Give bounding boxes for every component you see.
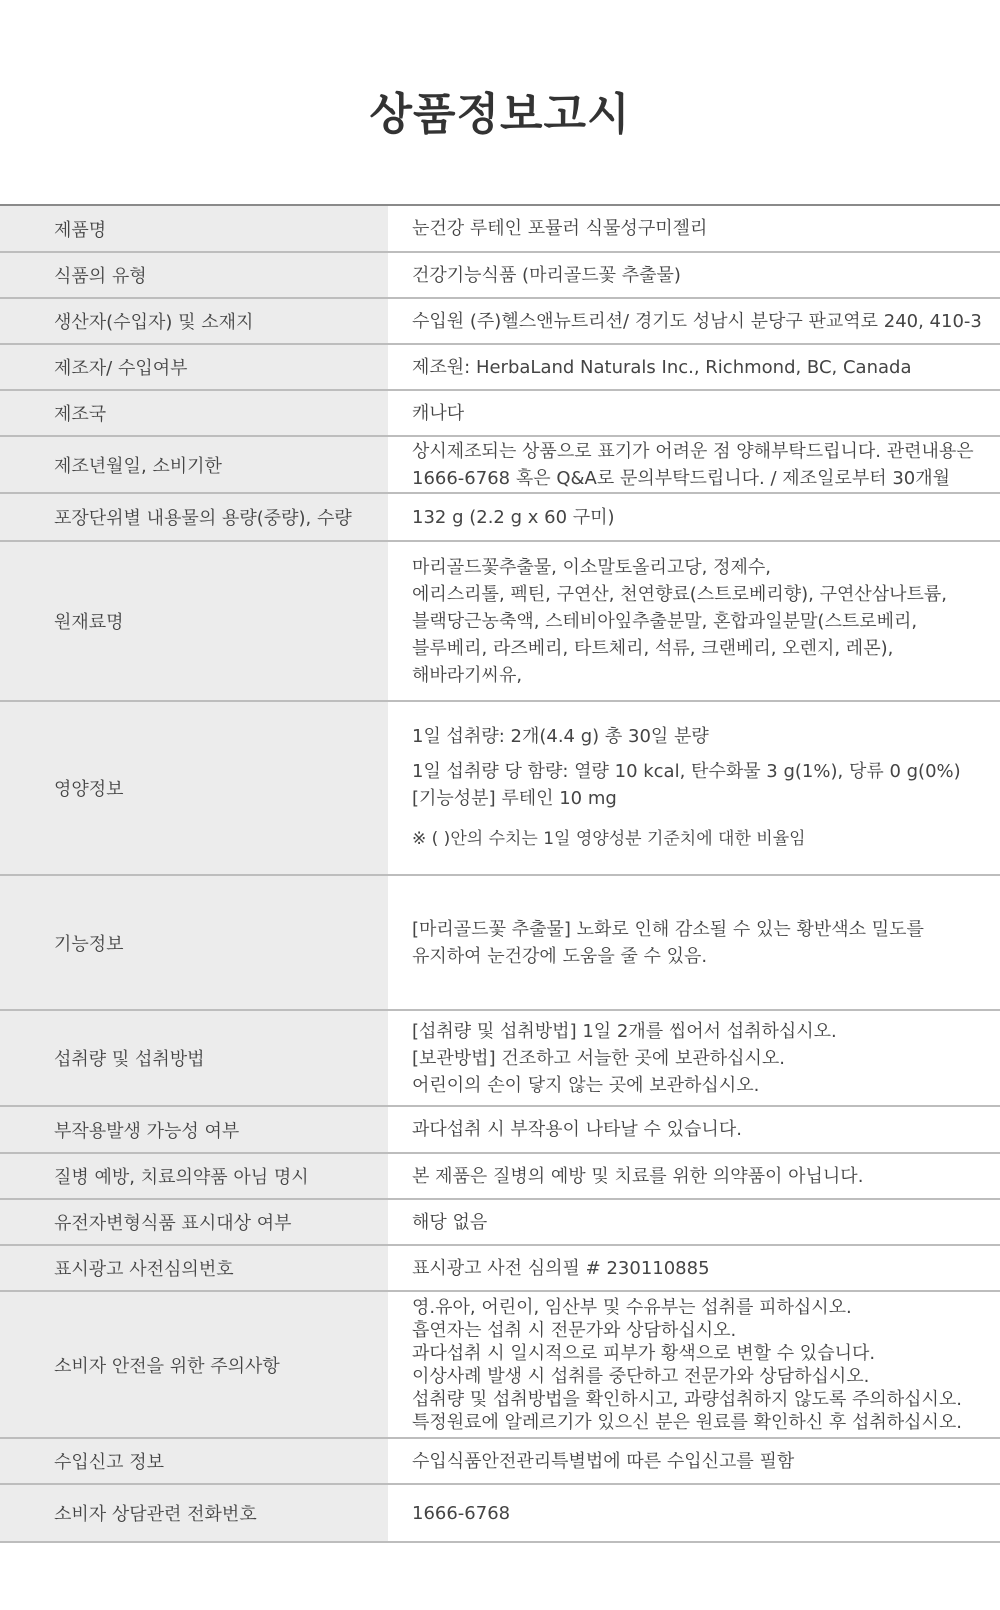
- value-line: 어린이의 손이 닿지 않는 곳에 보관하십시오.: [412, 1074, 760, 1096]
- table-row: [0, 1154, 1000, 1200]
- row-label: 포장단위별 내용물의 용량(중량), 수량: [0, 494, 388, 540]
- row-label: 수입신고 정보: [0, 1439, 388, 1483]
- row-label: 제조자/ 수입여부: [0, 345, 388, 389]
- value-note: ※ ( )안의 수치는 1일 영양성분 기준치에 대한 비율임: [412, 829, 806, 849]
- row-label: 섭취량 및 섭취방법: [0, 1011, 388, 1105]
- row-value: [388, 1246, 1000, 1290]
- value-line: 유지하여 눈건강에 도움을 줄 수 있음.: [412, 945, 708, 967]
- row-value: [388, 702, 1000, 874]
- table-row: [0, 345, 1000, 391]
- row-value: [388, 1292, 1000, 1437]
- table-row: [0, 437, 1000, 494]
- table-row: [0, 702, 1000, 876]
- product-info-table: [0, 204, 1000, 1543]
- value-line: 이상사례 발생 시 섭취를 중단하고 전문가와 상담하십시오.: [412, 1365, 870, 1387]
- value-line: 블루베리, 라즈베리, 타트체리, 석류, 크랜베리, 오렌지, 레몬),: [412, 637, 894, 659]
- row-label: 질병 예방, 치료의약품 아님 명시: [0, 1154, 388, 1198]
- row-value: [388, 299, 1000, 343]
- row-value: [388, 1439, 1000, 1483]
- value-line: 영.유아, 어린이, 임산부 및 수유부는 섭취를 피하십시오.: [412, 1296, 852, 1318]
- value-line: 특정원료에 알레르기가 있으신 분은 원료를 확인하신 후 섭취하십시오.: [412, 1411, 963, 1433]
- table-row: [0, 253, 1000, 299]
- table-row: [0, 1439, 1000, 1485]
- table-row: [0, 1011, 1000, 1107]
- value-line: 해당 없음: [412, 1211, 488, 1233]
- value-line: 마리골드꽃추출물, 이소말토올리고당, 정제수,: [412, 556, 771, 578]
- row-label: 생산자(수입자) 및 소재지: [0, 299, 388, 343]
- value-line: 표시광고 사전 심의필 # 230110885: [412, 1257, 710, 1279]
- row-value: [388, 253, 1000, 297]
- row-value: [388, 1154, 1000, 1198]
- row-value: [388, 876, 1000, 1009]
- table-row: [0, 876, 1000, 1011]
- row-label: 영양정보: [0, 702, 388, 874]
- table-row: [0, 391, 1000, 437]
- value-line: 수입식품안전관리특별법에 따른 수입신고를 필함: [412, 1450, 795, 1472]
- row-value: [388, 345, 1000, 389]
- value-line: [기능성분] 루테인 10 mg: [412, 788, 617, 809]
- value-line: 눈건강 루테인 포뮬러 식물성구미젤리: [412, 218, 708, 239]
- row-label: 소비자 상담관련 전화번호: [0, 1485, 388, 1541]
- row-label: 소비자 안전을 위한 주의사항: [0, 1292, 388, 1437]
- row-label: 유전자변형식품 표시대상 여부: [0, 1200, 388, 1244]
- table-row: [0, 494, 1000, 542]
- value-line: 1666-6768 혹은 Q&A로 문의부탁드립니다. / 제조일로부터 30개월: [412, 467, 951, 489]
- row-label: 제조국: [0, 391, 388, 435]
- value-line: 1666-6768: [412, 1502, 511, 1524]
- value-line: 132 g (2.2 g x 60 구미): [412, 506, 615, 528]
- value-line: 제조원: HerbaLand Naturals Inc., Richmond, BC, Canada: [412, 356, 912, 378]
- row-value: [388, 1107, 1000, 1152]
- value-line: 수입원 (주)헬스앤뉴트리션/ 경기도 성남시 분당구 판교역로 240, 410-3: [412, 310, 982, 332]
- table-row: [0, 542, 1000, 702]
- value-line: 과다섭취 시 부작용이 나타날 수 있습니다.: [412, 1119, 742, 1140]
- row-value: [388, 437, 1000, 492]
- value-line: 1일 섭취량: 2개(4.4 g) 총 30일 분량: [412, 726, 709, 747]
- row-value: [388, 542, 1000, 700]
- value-line: 본 제품은 질병의 예방 및 치료를 위한 의약품이 아닙니다.: [412, 1165, 864, 1187]
- row-value: [388, 391, 1000, 435]
- table-row: [0, 1485, 1000, 1543]
- row-value: [388, 1200, 1000, 1244]
- row-value: [388, 206, 1000, 251]
- table-row: [0, 1292, 1000, 1439]
- value-line: 해바라기씨유,: [412, 664, 523, 686]
- page-title: 상품정보고시: [369, 89, 631, 140]
- value-line: [마리골드꽃 추출물] 노화로 인해 감소될 수 있는 황반색소 밀도를: [412, 918, 924, 940]
- row-label: 원재료명: [0, 542, 388, 700]
- row-label: 부작용발생 가능성 여부: [0, 1107, 388, 1152]
- table-row: [0, 206, 1000, 253]
- value-line: 캐나다: [412, 402, 465, 424]
- value-line: 흡연자는 섭취 시 전문가와 상담하십시오.: [412, 1319, 737, 1341]
- value-line: 상시제조되는 상품으로 표기가 어려운 점 양해부탁드립니다. 관련내용은: [412, 440, 974, 462]
- row-value: [388, 1485, 1000, 1541]
- row-value: [388, 1011, 1000, 1105]
- value-line: 블랙당근농축액, 스테비아잎추출분말, 혼합과일분말(스트로베리,: [412, 610, 918, 632]
- row-value: [388, 494, 1000, 540]
- row-label: 제품명: [0, 206, 388, 251]
- row-label: 제조년월일, 소비기한: [0, 437, 388, 492]
- value-line: [섭취량 및 섭취방법] 1일 2개를 씹어서 섭취하십시오.: [412, 1020, 837, 1042]
- table-row: [0, 299, 1000, 345]
- table-row: [0, 1200, 1000, 1246]
- table-row: [0, 1246, 1000, 1292]
- row-label: 기능정보: [0, 876, 388, 1009]
- value-line: 건강기능식품 (마리골드꽃 추출물): [412, 264, 681, 286]
- row-label: 표시광고 사전심의번호: [0, 1246, 388, 1290]
- value-line: 1일 섭취량 당 함량: 열량 10 kcal, 탄수화물 3 g(1%), 당류 0 g(0%): [412, 761, 961, 782]
- table-row: [0, 1107, 1000, 1154]
- row-label: 식품의 유형: [0, 253, 388, 297]
- value-line: [보관방법] 건조하고 서늘한 곳에 보관하십시오.: [412, 1047, 786, 1069]
- value-line: 과다섭취 시 일시적으로 피부가 황색으로 변할 수 있습니다.: [412, 1342, 876, 1364]
- value-line: 섭취량 및 섭취방법을 확인하시고, 과량섭취하지 않도록 주의하십시오.: [412, 1388, 963, 1410]
- value-line: 에리스리톨, 펙틴, 구연산, 천연향료(스트로베리향), 구연산삼나트륨,: [412, 583, 948, 605]
